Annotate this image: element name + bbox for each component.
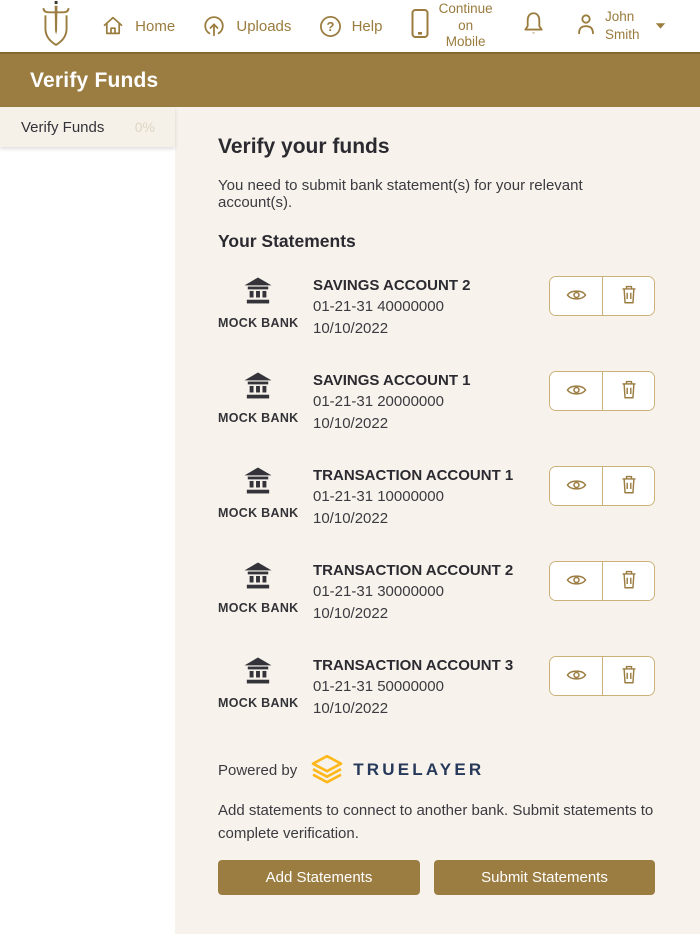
delete-statement-button[interactable] [602, 657, 654, 695]
statement-actions [549, 656, 655, 696]
nav-item-label: Help [351, 17, 383, 35]
bank-name: MOCK BANK [218, 696, 299, 710]
view-statement-button[interactable] [550, 277, 602, 315]
bank-name: MOCK BANK [218, 506, 299, 520]
trash-icon [620, 474, 638, 498]
account-info [313, 654, 549, 719]
eye-icon [566, 667, 587, 686]
uploads-icon [201, 14, 227, 39]
account-name: TRANSACTION ACCOUNT 1 [313, 467, 514, 484]
statements-list [218, 274, 655, 726]
powered-by-row [218, 754, 655, 786]
mobile-phone-icon [409, 8, 431, 45]
account-number: 01-21-31 50000000 [313, 678, 444, 695]
footer-note: Add statements to connect to another bank. Submit statements to complete verification. [218, 802, 654, 842]
view-statement-button[interactable] [550, 562, 602, 600]
trash-icon [620, 379, 638, 403]
bank-block [218, 464, 298, 520]
sidebar-item-label: Verify Funds [21, 118, 105, 136]
statement-actions [549, 276, 655, 316]
eye-icon [566, 477, 587, 496]
home-icon [100, 14, 126, 38]
powered-by-label: Powered by [218, 761, 298, 779]
bank-icon [243, 671, 273, 688]
user-name: John Smith [604, 9, 640, 42]
svg-text:?: ? [326, 18, 335, 34]
eye-icon [566, 287, 587, 306]
bank-icon [243, 576, 273, 593]
eye-icon [566, 382, 587, 401]
statement-date: 10/10/2022 [313, 319, 389, 337]
person-icon [573, 11, 599, 42]
bank-icon [243, 291, 273, 308]
page-title-bar [0, 52, 700, 107]
bank-icon [243, 386, 273, 403]
delete-statement-button[interactable] [602, 277, 654, 315]
statement-date: 10/10/2022 [313, 699, 389, 717]
statement-actions [549, 561, 655, 601]
account-name: TRANSACTION ACCOUNT 3 [313, 657, 514, 674]
bank-name: MOCK BANK [218, 316, 299, 330]
delete-statement-button[interactable] [602, 467, 654, 505]
nav-item-uploads[interactable] [201, 14, 291, 39]
statement-actions [549, 371, 655, 411]
content-subheading: You need to submit bank statement(s) for your relevant account(s). [218, 177, 583, 211]
nav-item-label: Home [135, 17, 176, 35]
sidebar-item-verify-funds[interactable] [0, 107, 175, 147]
account-name: SAVINGS ACCOUNT 2 [313, 277, 471, 294]
nav-item-label: Uploads [236, 17, 292, 35]
add-statements-button[interactable]: Add Statements [218, 860, 420, 895]
sidebar [0, 107, 175, 934]
statement-row [218, 464, 655, 536]
statement-date: 10/10/2022 [313, 414, 389, 432]
statements-heading: Your Statements [218, 231, 356, 251]
truelayer-layers-icon [310, 754, 344, 786]
top-navigation [0, 0, 700, 52]
delete-statement-button[interactable] [602, 372, 654, 410]
help-icon [318, 14, 343, 39]
submit-statements-button[interactable]: Submit Statements [434, 860, 655, 895]
account-number: 01-21-31 20000000 [313, 393, 444, 410]
account-info [313, 464, 549, 529]
trash-icon [620, 569, 638, 593]
statement-actions [549, 466, 655, 506]
account-info [313, 274, 549, 339]
statement-row [218, 654, 655, 726]
account-number: 01-21-31 40000000 [313, 298, 444, 315]
account-info [313, 369, 549, 434]
account-info [313, 559, 549, 624]
trash-icon [620, 664, 638, 688]
user-menu[interactable] [573, 8, 666, 43]
eye-icon [566, 572, 587, 591]
bank-block [218, 654, 298, 710]
actions-row [218, 860, 655, 895]
statement-row [218, 274, 655, 346]
account-number: 01-21-31 10000000 [313, 488, 444, 505]
main-content [175, 107, 700, 934]
nav-item-home[interactable] [100, 14, 175, 38]
bank-block [218, 274, 298, 330]
page-title: Verify Funds [30, 68, 159, 92]
shield-sword-logo-icon [38, 0, 74, 53]
nav-item-help[interactable] [318, 14, 383, 39]
chevron-down-icon [655, 17, 666, 35]
statement-date: 10/10/2022 [313, 604, 389, 622]
bank-block [218, 369, 298, 425]
truelayer-wordmark: TRUELAYER [353, 760, 485, 779]
bank-icon [243, 481, 273, 498]
sidebar-item-progress: 0% [134, 119, 155, 135]
view-statement-button[interactable] [550, 372, 602, 410]
account-number: 01-21-31 30000000 [313, 583, 444, 600]
delete-statement-button[interactable] [602, 562, 654, 600]
bank-name: MOCK BANK [218, 601, 299, 615]
bell-icon [520, 10, 547, 43]
statement-row [218, 369, 655, 441]
view-statement-button[interactable] [550, 657, 602, 695]
app-logo[interactable] [38, 0, 74, 53]
trash-icon [620, 284, 638, 308]
statement-row [218, 559, 655, 631]
continue-on-mobile-label: Continue on Mobile [438, 0, 493, 50]
account-name: SAVINGS ACCOUNT 1 [313, 372, 471, 389]
account-name: TRANSACTION ACCOUNT 2 [313, 562, 514, 579]
content-heading: Verify your funds [218, 135, 390, 158]
statement-date: 10/10/2022 [313, 509, 389, 527]
nav-item-continue-on-mobile[interactable] [409, 1, 494, 52]
view-statement-button[interactable] [550, 467, 602, 505]
notifications-button[interactable] [520, 10, 547, 43]
bank-name: MOCK BANK [218, 411, 299, 425]
bank-block [218, 559, 298, 615]
